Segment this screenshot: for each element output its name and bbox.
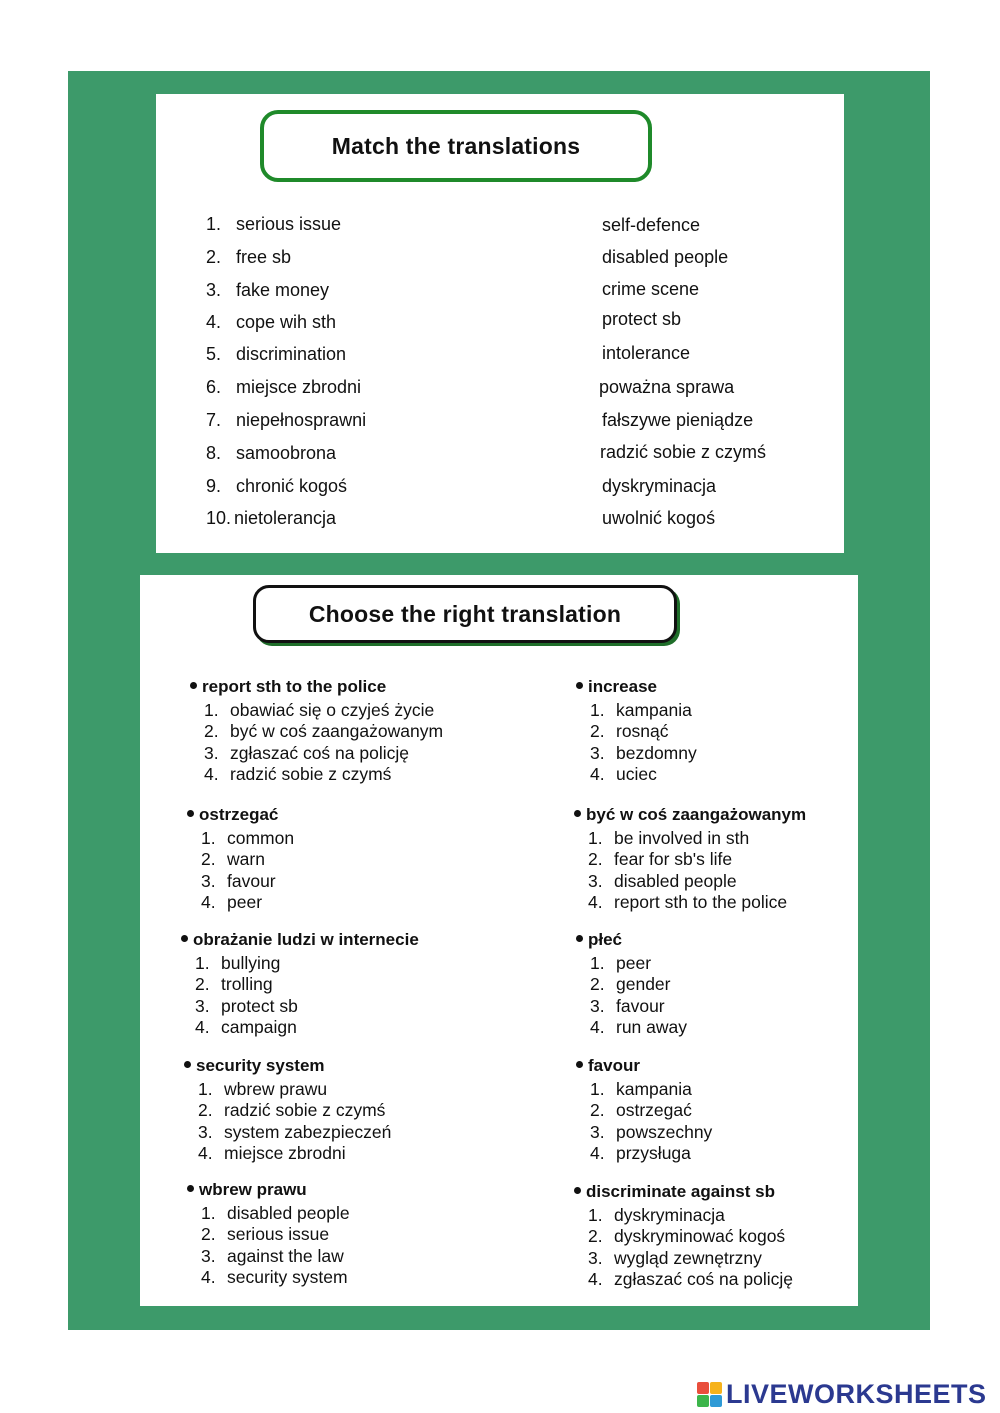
question-term bbox=[187, 1180, 507, 1200]
match-left-item bbox=[206, 214, 341, 235]
option-number: 1. bbox=[204, 700, 219, 720]
option-number: 2. bbox=[588, 849, 603, 870]
option-text: disabled people bbox=[227, 1203, 350, 1223]
option-number: 4. bbox=[588, 891, 603, 912]
question-term-text: obrażanie ludzi w internecie bbox=[193, 930, 419, 949]
answer-option[interactable] bbox=[574, 1269, 894, 1290]
answer-option[interactable] bbox=[190, 721, 510, 742]
question-term-text: discriminate against sb bbox=[586, 1182, 775, 1201]
question-block bbox=[576, 930, 896, 1038]
option-text: kampania bbox=[616, 1079, 692, 1099]
answer-option[interactable] bbox=[576, 1100, 896, 1121]
option-number: 3. bbox=[198, 1121, 213, 1142]
option-number: 3. bbox=[204, 742, 219, 763]
match-left-item bbox=[206, 443, 336, 464]
bullet-icon bbox=[187, 1185, 194, 1192]
answer-option[interactable] bbox=[576, 721, 896, 742]
match-left-item bbox=[206, 280, 329, 301]
option-number: 3. bbox=[588, 1247, 603, 1268]
answer-option[interactable] bbox=[574, 1226, 894, 1247]
option-text: report sth to the police bbox=[614, 891, 788, 912]
match-right-item[interactable]: dyskryminacja bbox=[602, 476, 717, 496]
question-block bbox=[181, 930, 501, 1038]
option-text: dyskryminacja bbox=[614, 1205, 725, 1225]
match-item-number: 7. bbox=[206, 410, 222, 430]
match-left-item bbox=[206, 247, 291, 268]
answer-option[interactable] bbox=[181, 974, 501, 995]
answer-option[interactable] bbox=[574, 828, 894, 849]
match-right-item[interactable]: disabled people bbox=[602, 247, 729, 267]
question-block bbox=[574, 805, 894, 913]
option-text: bullying bbox=[221, 953, 281, 973]
question-block bbox=[190, 677, 510, 785]
match-item-text: discrimination bbox=[236, 344, 347, 364]
answer-option[interactable] bbox=[187, 1203, 507, 1224]
option-text: rosnąć bbox=[616, 721, 669, 742]
match-item-number: 5. bbox=[206, 344, 222, 364]
option-number: 1. bbox=[588, 828, 603, 848]
match-item-number: 4. bbox=[206, 312, 222, 332]
question-term bbox=[190, 677, 510, 697]
option-number: 4. bbox=[198, 1142, 213, 1163]
answer-option[interactable] bbox=[190, 700, 510, 721]
option-number: 4. bbox=[590, 1016, 605, 1037]
question-term bbox=[181, 930, 501, 950]
bullet-icon bbox=[574, 810, 581, 817]
option-text: miejsce zbrodni bbox=[224, 1142, 346, 1163]
match-right-item[interactable]: fałszywe pieniądze bbox=[602, 410, 754, 430]
option-text: against the law bbox=[227, 1245, 344, 1266]
match-left-item bbox=[206, 508, 336, 529]
answer-option[interactable] bbox=[576, 974, 896, 995]
question-block bbox=[187, 1180, 507, 1288]
question-term-text: report sth to the police bbox=[202, 677, 387, 696]
match-left-item bbox=[206, 410, 366, 431]
question-term bbox=[576, 1056, 896, 1076]
answer-option[interactable] bbox=[184, 1079, 504, 1100]
option-number: 1. bbox=[198, 1079, 213, 1099]
option-text: serious issue bbox=[227, 1224, 330, 1245]
option-text: fear for sb's life bbox=[614, 849, 733, 870]
match-item-number: 9. bbox=[206, 476, 222, 496]
answer-option[interactable] bbox=[576, 700, 896, 721]
option-text: kampania bbox=[616, 700, 692, 720]
answer-option[interactable] bbox=[576, 1017, 896, 1038]
option-text: protect sb bbox=[221, 995, 298, 1016]
logo-text: LIVEWORKSHEETS bbox=[726, 1378, 987, 1409]
question-block bbox=[576, 1056, 896, 1164]
answer-option[interactable] bbox=[574, 892, 894, 913]
match-left-item bbox=[206, 312, 336, 333]
answer-option[interactable] bbox=[181, 1017, 501, 1038]
choose-title: Choose the right translation bbox=[253, 585, 677, 643]
question-term bbox=[184, 1056, 504, 1076]
option-number: 2. bbox=[201, 849, 216, 870]
answer-option[interactable] bbox=[187, 1246, 507, 1267]
option-text: uciec bbox=[616, 763, 657, 784]
option-text: campaign bbox=[221, 1016, 297, 1037]
match-panel bbox=[156, 94, 844, 553]
question-block bbox=[576, 677, 896, 785]
question-term bbox=[576, 930, 896, 950]
match-right-item[interactable]: intolerance bbox=[602, 343, 691, 363]
question-block bbox=[184, 1056, 504, 1164]
option-number: 4. bbox=[590, 1142, 605, 1163]
option-text: obawiać się o czyjeś życie bbox=[230, 700, 435, 720]
option-text: radzić sobie z czymś bbox=[224, 1100, 386, 1121]
answer-option[interactable] bbox=[187, 871, 507, 892]
option-text: system zabezpieczeń bbox=[224, 1121, 392, 1142]
option-number: 3. bbox=[195, 995, 210, 1016]
option-number: 3. bbox=[590, 742, 605, 763]
match-item-text: cope wih sth bbox=[236, 312, 337, 332]
question-term-text: wbrew prawu bbox=[199, 1180, 307, 1199]
match-right-item[interactable]: radzić sobie z czymś bbox=[600, 442, 767, 462]
match-left-item bbox=[206, 476, 347, 497]
option-number: 4. bbox=[195, 1016, 210, 1037]
match-item-number: 10. bbox=[206, 508, 232, 528]
option-text: zgłaszać coś na policję bbox=[614, 1268, 793, 1289]
option-text: gender bbox=[616, 974, 671, 995]
match-right-item[interactable]: self-defence bbox=[602, 215, 701, 235]
answer-option[interactable] bbox=[187, 1224, 507, 1245]
question-term-text: płeć bbox=[588, 930, 623, 949]
option-number: 4. bbox=[588, 1268, 603, 1289]
question-term-text: increase bbox=[588, 677, 657, 696]
option-number: 2. bbox=[201, 1224, 216, 1245]
bullet-icon bbox=[190, 682, 197, 689]
logo-square-blue bbox=[710, 1395, 722, 1407]
option-text: dyskryminować kogoś bbox=[614, 1226, 786, 1247]
option-number: 4. bbox=[204, 763, 219, 784]
answer-option[interactable] bbox=[181, 996, 501, 1017]
match-item-text: fake money bbox=[236, 280, 330, 300]
answer-option[interactable] bbox=[574, 849, 894, 870]
match-item-text: chronić kogoś bbox=[236, 476, 348, 496]
answer-option[interactable] bbox=[576, 1079, 896, 1100]
option-number: 2. bbox=[590, 974, 605, 995]
option-text: run away bbox=[616, 1016, 688, 1037]
match-item-number: 1. bbox=[206, 214, 222, 234]
match-item-text: samoobrona bbox=[236, 443, 337, 463]
answer-option[interactable] bbox=[190, 764, 510, 785]
match-left-item bbox=[206, 377, 361, 398]
option-number: 1. bbox=[195, 953, 210, 973]
answer-option[interactable] bbox=[576, 764, 896, 785]
option-text: zgłaszać coś na policję bbox=[230, 742, 409, 763]
match-right-item[interactable]: crime scene bbox=[602, 279, 700, 299]
answer-option[interactable] bbox=[184, 1122, 504, 1143]
option-text: peer bbox=[227, 891, 263, 912]
bullet-icon bbox=[576, 1061, 583, 1068]
bullet-icon bbox=[576, 682, 583, 689]
match-right-item[interactable]: poważna sprawa bbox=[599, 377, 735, 397]
question-block bbox=[187, 805, 507, 913]
option-number: 1. bbox=[590, 1079, 605, 1099]
bullet-icon bbox=[576, 935, 583, 942]
option-number: 4. bbox=[201, 1266, 216, 1287]
question-term-text: favour bbox=[588, 1056, 640, 1075]
answer-option[interactable] bbox=[181, 953, 501, 974]
logo-square-green bbox=[697, 1395, 709, 1407]
option-number: 2. bbox=[590, 1100, 605, 1121]
match-item-number: 2. bbox=[206, 247, 222, 267]
question-term bbox=[576, 677, 896, 697]
question-block bbox=[574, 1182, 894, 1290]
option-text: peer bbox=[616, 953, 652, 973]
option-number: 1. bbox=[201, 1203, 216, 1223]
answer-option[interactable] bbox=[574, 1205, 894, 1226]
question-term bbox=[187, 805, 507, 825]
liveworksheets-logo bbox=[697, 1378, 987, 1410]
match-right-item[interactable]: uwolnić kogoś bbox=[602, 508, 716, 528]
option-number: 1. bbox=[590, 953, 605, 973]
answer-option[interactable] bbox=[184, 1100, 504, 1121]
option-number: 4. bbox=[201, 891, 216, 912]
logo-square-red bbox=[697, 1382, 709, 1394]
logo-icon bbox=[697, 1382, 722, 1407]
answer-option[interactable] bbox=[574, 1248, 894, 1269]
match-title: Match the translations bbox=[260, 110, 652, 182]
answer-option[interactable] bbox=[184, 1143, 504, 1164]
option-text: be involved in sth bbox=[614, 828, 750, 848]
option-number: 2. bbox=[198, 1100, 213, 1121]
option-text: powszechny bbox=[616, 1121, 713, 1142]
option-text: warn bbox=[227, 849, 265, 870]
bullet-icon bbox=[181, 935, 188, 942]
option-text: ostrzegać bbox=[616, 1100, 692, 1121]
option-number: 1. bbox=[590, 700, 605, 720]
answer-option[interactable] bbox=[187, 892, 507, 913]
answer-option[interactable] bbox=[187, 828, 507, 849]
bullet-icon bbox=[187, 810, 194, 817]
match-item-text: miejsce zbrodni bbox=[236, 377, 362, 397]
answer-option[interactable] bbox=[576, 1122, 896, 1143]
option-number: 3. bbox=[590, 1121, 605, 1142]
option-text: być w coś zaangażowanym bbox=[230, 721, 444, 742]
option-text: disabled people bbox=[614, 870, 737, 891]
question-term bbox=[574, 805, 894, 825]
answer-option[interactable] bbox=[190, 743, 510, 764]
option-text: security system bbox=[227, 1266, 348, 1287]
option-text: wygląd zewnętrzny bbox=[614, 1247, 762, 1268]
option-number: 4. bbox=[590, 763, 605, 784]
question-term-text: być w coś zaangażowanym bbox=[586, 805, 807, 824]
option-text: common bbox=[227, 828, 295, 848]
answer-option[interactable] bbox=[576, 953, 896, 974]
option-number: 2. bbox=[588, 1226, 603, 1247]
answer-option[interactable] bbox=[576, 743, 896, 764]
answer-option[interactable] bbox=[576, 1143, 896, 1164]
option-number: 1. bbox=[588, 1205, 603, 1225]
option-number: 3. bbox=[201, 870, 216, 891]
option-text: radzić sobie z czymś bbox=[230, 763, 392, 784]
match-item-text: niepełnosprawni bbox=[236, 410, 367, 430]
answer-option[interactable] bbox=[187, 1267, 507, 1288]
answer-option[interactable] bbox=[574, 871, 894, 892]
option-text: bezdomny bbox=[616, 742, 697, 763]
question-term-text: ostrzegać bbox=[199, 805, 279, 824]
answer-option[interactable] bbox=[187, 849, 507, 870]
option-number: 1. bbox=[201, 828, 216, 848]
choose-panel bbox=[140, 575, 858, 1306]
option-text: wbrew prawu bbox=[224, 1079, 328, 1099]
option-text: przysługa bbox=[616, 1142, 691, 1163]
option-number: 3. bbox=[201, 1245, 216, 1266]
option-number: 2. bbox=[590, 721, 605, 742]
option-number: 2. bbox=[204, 721, 219, 742]
match-item-number: 6. bbox=[206, 377, 222, 397]
option-text: trolling bbox=[221, 974, 273, 995]
match-left-item bbox=[206, 344, 346, 365]
logo-square-yellow bbox=[710, 1382, 722, 1394]
match-item-number: 3. bbox=[206, 280, 222, 300]
match-item-number: 8. bbox=[206, 443, 222, 463]
question-term-text: security system bbox=[196, 1056, 325, 1075]
match-item-text: serious issue bbox=[236, 214, 342, 234]
match-right-item[interactable]: protect sb bbox=[602, 309, 682, 329]
option-number: 3. bbox=[588, 870, 603, 891]
option-text: favour bbox=[227, 870, 276, 891]
option-number: 3. bbox=[590, 995, 605, 1016]
match-item-text: nietolerancja bbox=[234, 508, 337, 528]
question-term bbox=[574, 1182, 894, 1202]
option-text: favour bbox=[616, 995, 665, 1016]
answer-option[interactable] bbox=[576, 996, 896, 1017]
option-number: 2. bbox=[195, 974, 210, 995]
bullet-icon bbox=[184, 1061, 191, 1068]
match-item-text: free sb bbox=[236, 247, 292, 267]
bullet-icon bbox=[574, 1187, 581, 1194]
